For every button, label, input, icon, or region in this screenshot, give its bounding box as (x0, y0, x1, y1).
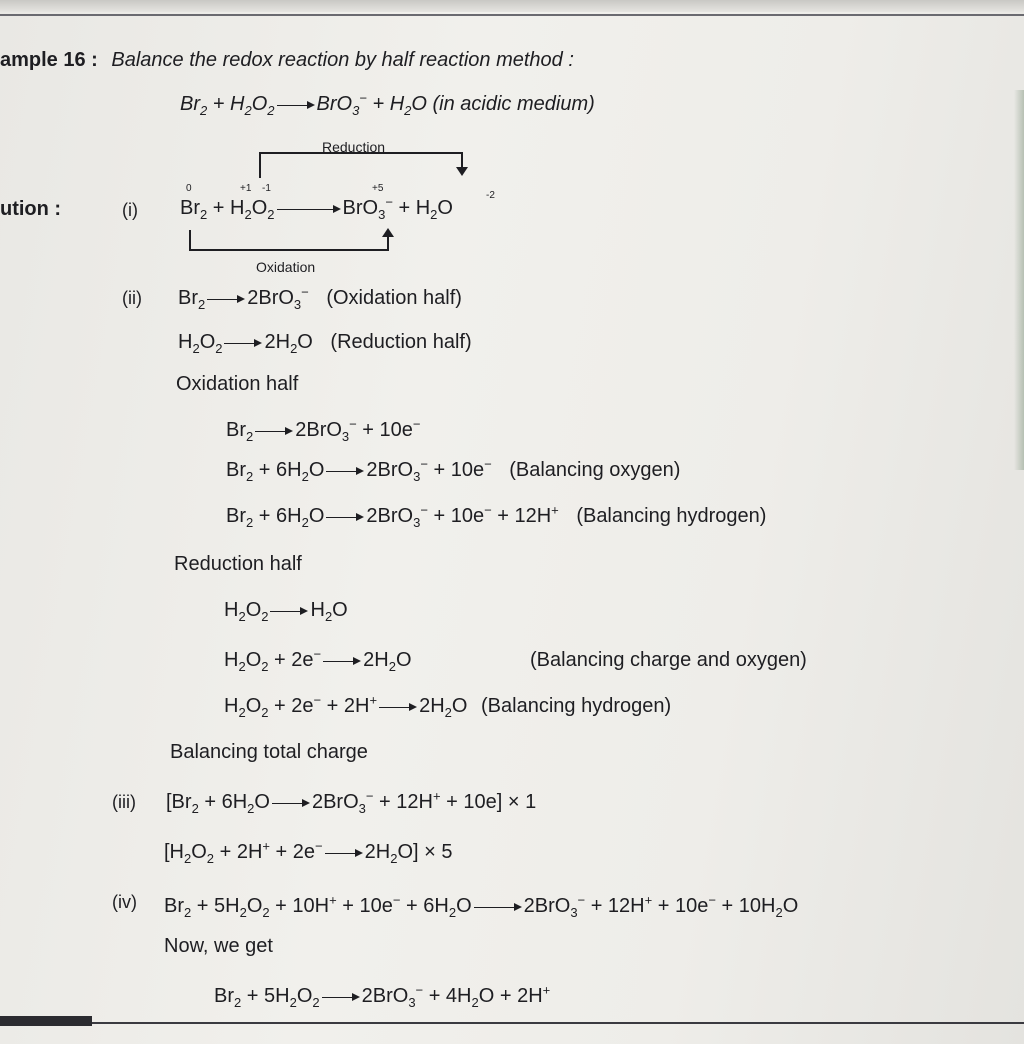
now-we-get: Now, we get (164, 935, 273, 957)
ox-state-o-peroxide: -1 (262, 183, 271, 194)
total-charge-heading: Balancing total charge (170, 741, 368, 763)
arrow-icon (325, 848, 363, 858)
oxidation-state-reaction: $Br_2 + H_2O_2$ $BrO_3^- + H_2O$ (180, 194, 453, 222)
oxidation-half-note: (Oxidation half) (326, 287, 462, 309)
step-4-number: (iv) (112, 892, 137, 912)
red-eq-3: $H_2O_2 + 2e^- + 2H^+$ $2H_2O$ (Balancing hydrogen) (224, 692, 672, 720)
multiplier-1: × 1 (507, 791, 537, 813)
ox-eq-2: $Br_2 + 6H_2O$ 2BrO$_3$− + 10e− (Balancing oxygen) (226, 456, 681, 484)
arrow-icon (326, 512, 364, 522)
arrow-icon (224, 338, 262, 348)
arrow-icon (277, 204, 341, 214)
ox-eq-1: $Br_2$ 2BrO$_3$− + 10e− (226, 416, 421, 444)
example-label: ample 16 : (0, 49, 98, 71)
arrow-icon (207, 294, 245, 304)
reduction-label: Reduction (322, 139, 386, 155)
arrow-icon (323, 656, 361, 666)
arrow-icon (326, 466, 364, 476)
red-eq-2: $H_2O_2 + 2e^-$ $2H_2O$ (224, 646, 412, 674)
ox-state-h: +1 (240, 183, 252, 194)
red-eq-1: $H_2O_2$ $H_2O$ (224, 599, 348, 624)
solution-label: ution : (0, 198, 62, 220)
arrow-icon (272, 798, 310, 808)
oxidation-label: Oxidation (256, 259, 316, 275)
given-reaction: $Br_2 + H_2O_2$ $BrO_3^- + H_2O$ (in acidic medium) (180, 90, 595, 118)
step-2-number: (ii) (122, 288, 142, 308)
multiplied-ox-eq: [$Br_2 + 6H_2O$ 2BrO$_3$− + 12H+ + 10e] × 1 (166, 788, 537, 816)
arrow-icon (474, 902, 522, 912)
balancing-oxygen-note: (Balancing oxygen) (509, 459, 681, 481)
balancing-hydrogen-note-2: (Balancing hydrogen) (481, 695, 672, 717)
question-text: Balance the redox reaction by half reaction method : (111, 49, 574, 71)
reduction-half-note: (Reduction half) (330, 331, 472, 353)
step-3-number: (iii) (112, 792, 136, 812)
combined-eq: $Br_2 + 5H_2O_2 + 10H^+ + 10e^- + 6H_2O$ $2BrO_3^- + 12H^+ + 10e^- + 10H_2O$ (164, 892, 799, 920)
ox-eq-3: $Br_2 + 6H_2O$ 2BrO$_3$− + 10e− + 12H+ (Balancing hydrogen) (226, 502, 767, 530)
oxidation-half-heading: Oxidation half (176, 373, 299, 395)
multiplier-5: × 5 (424, 841, 453, 863)
final-balanced-eq: $Br_2 + 5H_2O_2$ $2BrO_3^- + 4H_2O + 2H^+$ (214, 982, 551, 1010)
arrow-icon (379, 702, 417, 712)
balancing-charge-oxygen-note: (Balancing charge and oxygen) (530, 649, 807, 671)
arrow-icon (255, 426, 293, 436)
page-bottom-bar (0, 1016, 92, 1026)
ox-state-o-water: -2 (486, 190, 495, 201)
page-bottom-rule (92, 1022, 1024, 1024)
medium-note: (in acidic medium) (432, 93, 595, 115)
multiplied-red-eq: [$H_2O_2 + 2H^+ + 2e^-$ $2H_2O] \times 5$ (164, 838, 453, 866)
oxidation-half-eq: $Br_2$ 2BrO$_3$− (Oxidation half) (178, 284, 462, 312)
arrow-icon (322, 992, 360, 1002)
ox-state-bro3: +5 (372, 183, 384, 194)
reduction-half-heading: Reduction half (174, 553, 302, 575)
arrow-icon (270, 606, 308, 616)
step-1-number: (i) (122, 200, 138, 220)
ox-state-br2: 0 (186, 183, 192, 194)
reduction-half-eq: $H_2O_2$ $2H_2O$ (Reduction half) (178, 331, 472, 356)
balancing-hydrogen-note: (Balancing hydrogen) (576, 505, 767, 527)
